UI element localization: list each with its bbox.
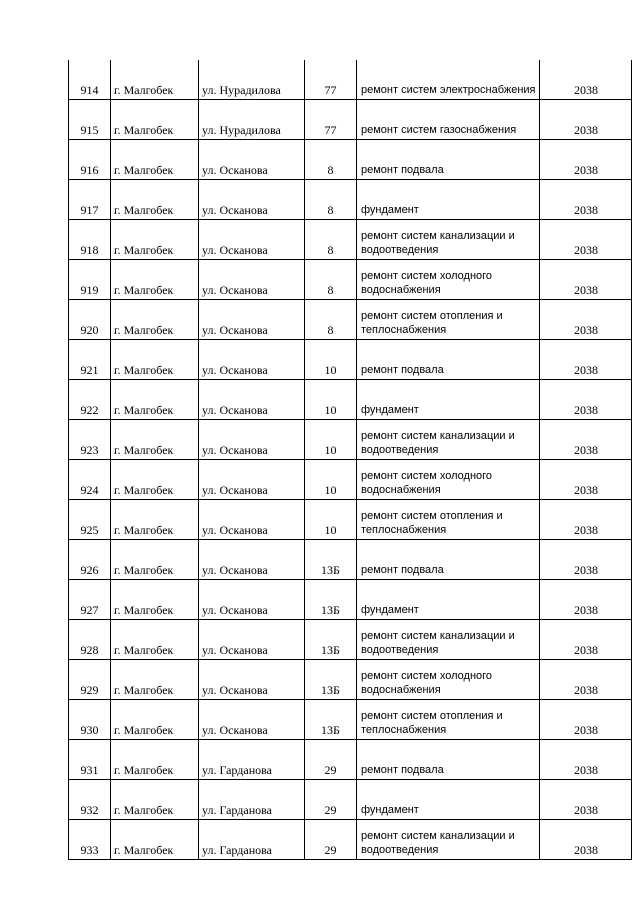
house-number-cell: 77 <box>305 100 357 140</box>
year-cell: 2038 <box>540 660 632 700</box>
row-number-cell: 916 <box>69 140 111 180</box>
row-number-cell: 929 <box>69 660 111 700</box>
row-number-cell: 931 <box>69 740 111 780</box>
row-number-cell: 919 <box>69 260 111 300</box>
year-cell: 2038 <box>540 620 632 660</box>
work-type-cell: ремонт подвала <box>357 340 540 380</box>
table-body <box>69 60 632 860</box>
city-cell: г. Малгобек <box>111 740 199 780</box>
row-number-cell: 917 <box>69 180 111 220</box>
year-cell: 2038 <box>540 420 632 460</box>
street-cell: ул. Осканова <box>199 220 305 260</box>
work-type-cell: ремонт систем отопления и теплоснабжения <box>357 500 540 540</box>
street-cell: ул. Осканова <box>199 500 305 540</box>
house-number-cell: 8 <box>305 140 357 180</box>
table-row <box>69 460 632 500</box>
table-row <box>69 340 632 380</box>
row-number-cell: 914 <box>69 60 111 100</box>
row-number-cell: 925 <box>69 500 111 540</box>
city-cell: г. Малгобек <box>111 500 199 540</box>
work-type-cell: ремонт подвала <box>357 140 540 180</box>
city-cell: г. Малгобек <box>111 700 199 740</box>
year-cell: 2038 <box>540 820 632 860</box>
work-type-cell: ремонт систем холодного водоснабжения <box>357 660 540 700</box>
city-cell: г. Малгобек <box>111 820 199 860</box>
house-number-cell: 8 <box>305 180 357 220</box>
city-cell: г. Малгобек <box>111 380 199 420</box>
year-cell: 2038 <box>540 340 632 380</box>
repair-schedule-table <box>68 60 632 860</box>
street-cell: ул. Осканова <box>199 260 305 300</box>
street-cell: ул. Гарданова <box>199 740 305 780</box>
table-row <box>69 60 632 100</box>
table-row <box>69 620 632 660</box>
house-number-cell: 13Б <box>305 620 357 660</box>
work-type-cell: ремонт систем канализации и водоотведения <box>357 220 540 260</box>
table-row <box>69 220 632 260</box>
row-number-cell: 920 <box>69 300 111 340</box>
year-cell: 2038 <box>540 460 632 500</box>
row-number-cell: 926 <box>69 540 111 580</box>
row-number-cell: 923 <box>69 420 111 460</box>
city-cell: г. Малгобек <box>111 620 199 660</box>
house-number-cell: 10 <box>305 500 357 540</box>
house-number-cell: 8 <box>305 300 357 340</box>
work-type-cell: ремонт подвала <box>357 740 540 780</box>
work-type-cell: ремонт систем холодного водоснабжения <box>357 460 540 500</box>
street-cell: ул. Осканова <box>199 340 305 380</box>
house-number-cell: 10 <box>305 460 357 500</box>
house-number-cell: 10 <box>305 420 357 460</box>
row-number-cell: 930 <box>69 700 111 740</box>
house-number-cell: 10 <box>305 380 357 420</box>
house-number-cell: 29 <box>305 820 357 860</box>
house-number-cell: 8 <box>305 260 357 300</box>
year-cell: 2038 <box>540 260 632 300</box>
table-row <box>69 700 632 740</box>
year-cell: 2038 <box>540 780 632 820</box>
work-type-cell: ремонт систем холодного водоснабжения <box>357 260 540 300</box>
table-row <box>69 180 632 220</box>
city-cell: г. Малгобек <box>111 60 199 100</box>
row-number-cell: 921 <box>69 340 111 380</box>
city-cell: г. Малгобек <box>111 100 199 140</box>
table-row <box>69 540 632 580</box>
street-cell: ул. Осканова <box>199 580 305 620</box>
city-cell: г. Малгобек <box>111 540 199 580</box>
house-number-cell: 8 <box>305 220 357 260</box>
work-type-cell: фундамент <box>357 780 540 820</box>
house-number-cell: 29 <box>305 740 357 780</box>
street-cell: ул. Нурадилова <box>199 100 305 140</box>
street-cell: ул. Нурадилова <box>199 60 305 100</box>
city-cell: г. Малгобек <box>111 340 199 380</box>
street-cell: ул. Осканова <box>199 700 305 740</box>
table-row <box>69 500 632 540</box>
table-row <box>69 740 632 780</box>
year-cell: 2038 <box>540 100 632 140</box>
work-type-cell: ремонт систем отопления и теплоснабжения <box>357 300 540 340</box>
city-cell: г. Малгобек <box>111 220 199 260</box>
city-cell: г. Малгобек <box>111 460 199 500</box>
street-cell: ул. Осканова <box>199 460 305 500</box>
street-cell: ул. Гарданова <box>199 820 305 860</box>
table-row <box>69 300 632 340</box>
street-cell: ул. Осканова <box>199 380 305 420</box>
house-number-cell: 13Б <box>305 580 357 620</box>
row-number-cell: 932 <box>69 780 111 820</box>
street-cell: ул. Осканова <box>199 540 305 580</box>
year-cell: 2038 <box>540 180 632 220</box>
street-cell: ул. Осканова <box>199 180 305 220</box>
city-cell: г. Малгобек <box>111 780 199 820</box>
street-cell: ул. Гарданова <box>199 780 305 820</box>
work-type-cell: ремонт систем газоснабжения <box>357 100 540 140</box>
row-number-cell: 924 <box>69 460 111 500</box>
row-number-cell: 927 <box>69 580 111 620</box>
city-cell: г. Малгобек <box>111 260 199 300</box>
work-type-cell: ремонт систем канализации и водоотведения <box>357 820 540 860</box>
year-cell: 2038 <box>540 300 632 340</box>
street-cell: ул. Осканова <box>199 420 305 460</box>
work-type-cell: фундамент <box>357 180 540 220</box>
street-cell: ул. Осканова <box>199 660 305 700</box>
year-cell: 2038 <box>540 740 632 780</box>
row-number-cell: 915 <box>69 100 111 140</box>
year-cell: 2038 <box>540 700 632 740</box>
work-type-cell: фундамент <box>357 380 540 420</box>
table-row <box>69 380 632 420</box>
house-number-cell: 77 <box>305 60 357 100</box>
work-type-cell: фундамент <box>357 580 540 620</box>
table-row <box>69 420 632 460</box>
row-number-cell: 922 <box>69 380 111 420</box>
city-cell: г. Малгобек <box>111 300 199 340</box>
house-number-cell: 13Б <box>305 540 357 580</box>
table-row <box>69 100 632 140</box>
city-cell: г. Малгобек <box>111 140 199 180</box>
house-number-cell: 13Б <box>305 660 357 700</box>
year-cell: 2038 <box>540 220 632 260</box>
work-type-cell: ремонт систем канализации и водоотведения <box>357 420 540 460</box>
year-cell: 2038 <box>540 540 632 580</box>
house-number-cell: 13Б <box>305 700 357 740</box>
work-type-cell: ремонт подвала <box>357 540 540 580</box>
row-number-cell: 933 <box>69 820 111 860</box>
table-row <box>69 580 632 620</box>
city-cell: г. Малгобек <box>111 180 199 220</box>
work-type-cell: ремонт систем электроснабжения <box>357 60 540 100</box>
street-cell: ул. Осканова <box>199 620 305 660</box>
work-type-cell: ремонт систем канализации и водоотведения <box>357 620 540 660</box>
house-number-cell: 10 <box>305 340 357 380</box>
row-number-cell: 918 <box>69 220 111 260</box>
year-cell: 2038 <box>540 500 632 540</box>
city-cell: г. Малгобек <box>111 580 199 620</box>
table-row <box>69 780 632 820</box>
street-cell: ул. Осканова <box>199 140 305 180</box>
table-row <box>69 260 632 300</box>
city-cell: г. Малгобек <box>111 420 199 460</box>
year-cell: 2038 <box>540 60 632 100</box>
work-type-cell: ремонт систем отопления и теплоснабжения <box>357 700 540 740</box>
city-cell: г. Малгобек <box>111 660 199 700</box>
year-cell: 2038 <box>540 580 632 620</box>
table-row <box>69 140 632 180</box>
year-cell: 2038 <box>540 380 632 420</box>
year-cell: 2038 <box>540 140 632 180</box>
row-number-cell: 928 <box>69 620 111 660</box>
table-row <box>69 660 632 700</box>
table-row <box>69 820 632 860</box>
house-number-cell: 29 <box>305 780 357 820</box>
street-cell: ул. Осканова <box>199 300 305 340</box>
